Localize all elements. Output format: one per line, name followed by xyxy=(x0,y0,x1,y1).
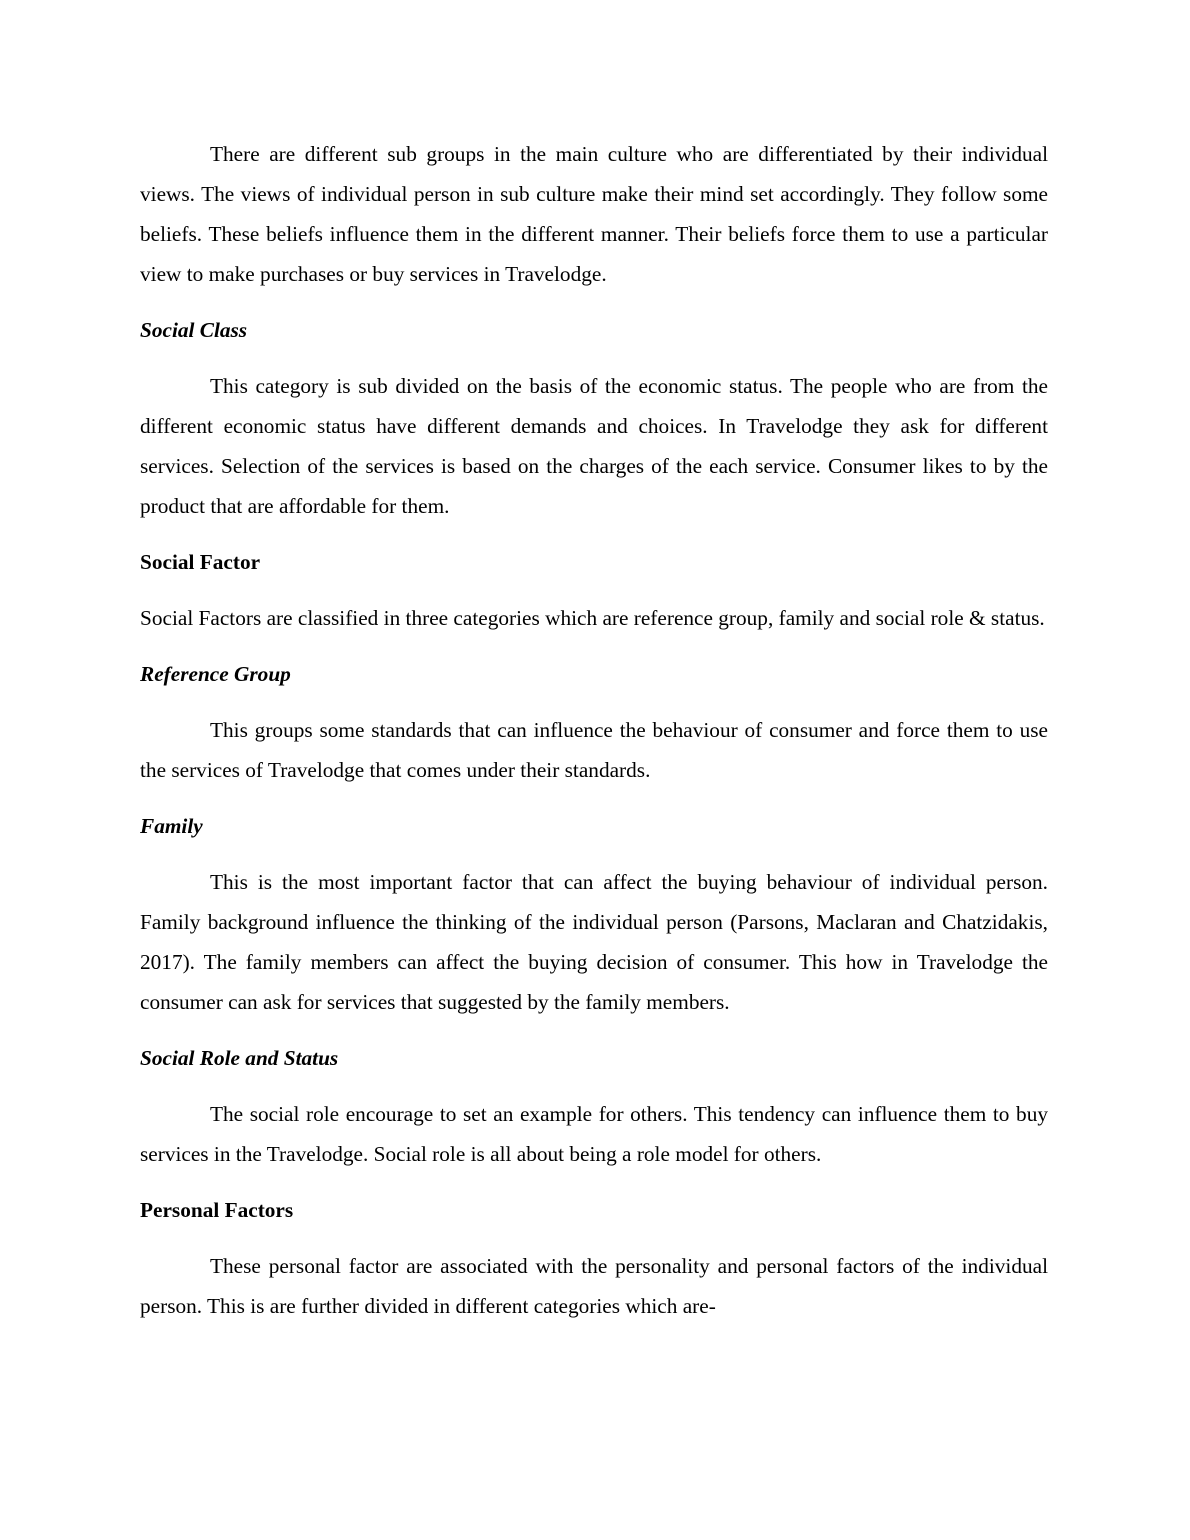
heading-family: Family xyxy=(140,814,203,838)
paragraph-subculture: There are different sub groups in the main culture who are differentiated by their individual views. The views of individual person in sub culture make their mind set accordingly. They follow some beliefs. These beliefs influence them in the different manner. Their beliefs force them to use a particular view to make purchases or buy services in Travelodge. xyxy=(140,142,1048,286)
paragraph-personal-factors: These personal factor are associated with the personality and personal factors of the individual person. This is are further divided in different categories which are- xyxy=(140,1254,1048,1318)
heading-social-class: Social Class xyxy=(140,318,248,342)
paragraph-family: This is the most important factor that can affect the buying behaviour of individual person. Family background influence the thinking of the individual person (Parsons, Maclaran and Chatzidakis, 2017). The family members can affect the buying decision of consumer. This how in Travelodge the consumer can ask for services that suggested by the family members. xyxy=(140,870,1048,1014)
paragraph-social-factor: Social Factors are classified in three categories which are reference group, family and social role & status. xyxy=(140,606,1045,630)
document-page xyxy=(140,134,1048,1326)
paragraph-reference-group: This groups some standards that can influence the behaviour of consumer and force them to use the services of Travelodge that comes under their standards. xyxy=(140,718,1048,782)
heading-social-role-status: Social Role and Status xyxy=(140,1046,339,1070)
paragraph-social-class: This category is sub divided on the basis of the economic status. The people who are from the different economic status have different demands and choices. In Travelodge they ask for different services. Selection of the services is based on the charges of the each service. Consumer likes to by the product that are affordable for them. xyxy=(140,374,1048,518)
heading-reference-group: Reference Group xyxy=(140,662,291,686)
paragraph-social-role-status: The social role encourage to set an example for others. This tendency can influence them to buy services in the Travelodge. Social role is all about being a role model for others. xyxy=(140,1102,1048,1166)
heading-social-factor: Social Factor xyxy=(140,550,261,574)
heading-personal-factors: Personal Factors xyxy=(140,1198,294,1222)
